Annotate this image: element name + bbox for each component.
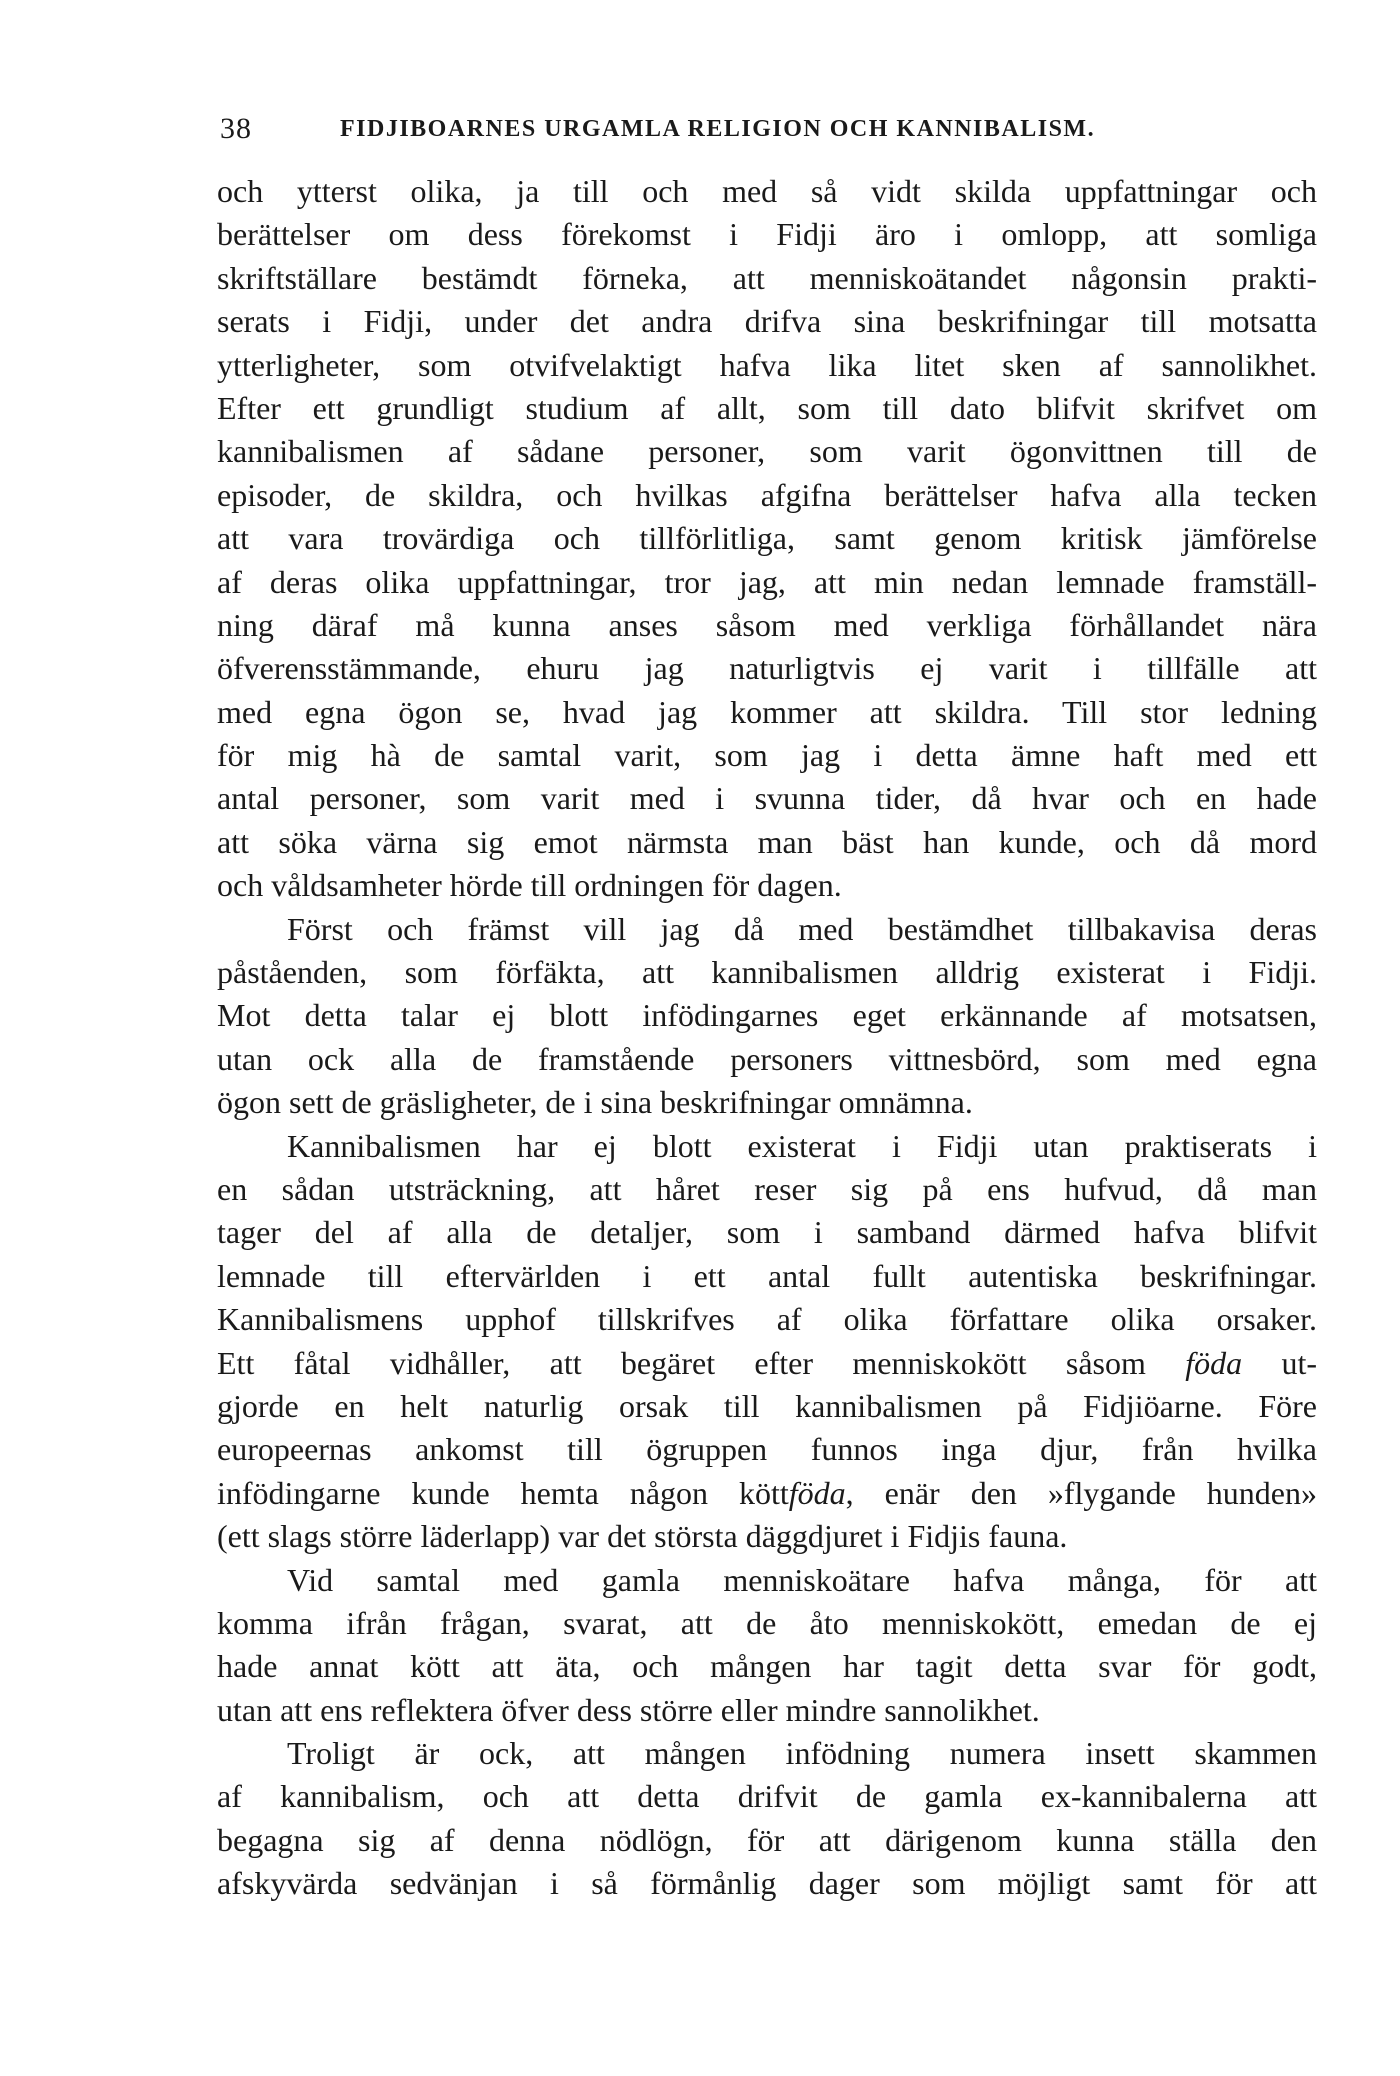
text-line: ögon sett de gräsligheter, de i sina beskrifningar omnämna.	[217, 1084, 973, 1121]
text-line: berättelser om dess förekomst i Fidji äro i omlopp, att somliga	[217, 216, 1317, 253]
text-line: Efter ett grundligt studium af allt, som till dato blifvit skrifvet om	[217, 389, 1317, 426]
running-head: FIDJIBOARNES URGAMLA RELIGION OCH KANNIBALISM.	[340, 116, 1096, 142]
text-line: Mot detta talar ej blott infödingarnes eget erkännande af motsatsen,	[217, 997, 1317, 1034]
paragraph	[217, 908, 1317, 1125]
text-line: hade annat kött att äta, och mången har tagit detta svar för godt,	[217, 1648, 1317, 1685]
text-line: afskyvärda sedvänjan i så förmånlig dager som möjligt samt för att	[217, 1865, 1317, 1902]
paragraph	[217, 170, 1317, 908]
emphasized-word: föda	[788, 1474, 846, 1511]
text-line: kannibalismen af sådane personer, som varit ögonvittnen till de	[217, 433, 1317, 470]
text-line: Kannibalismens upphof tillskrifves af olika författare olika orsaker.	[217, 1301, 1317, 1338]
text-line: ytterligheter, som otvifvelaktigt hafva lika litet sken af sannolikhet.	[217, 346, 1317, 383]
text-line: med egna ögon se, hvad jag kommer att skildra. Till stor ledning	[217, 693, 1317, 730]
text-line: (ett slags större läderlapp) var det största däggdjuret i Fidjis fauna.	[217, 1518, 1068, 1555]
text-line: Troligt är ock, att mången infödning numera insett skammen	[287, 1735, 1317, 1772]
text-line: begagna sig af denna nödlögn, för att därigenom kunna ställa den	[217, 1821, 1317, 1858]
text-line: och våldsamheter hörde till ordningen för dagen.	[217, 867, 842, 904]
text-line: utan ock alla de framstående personers vittnesbörd, som med egna	[217, 1040, 1317, 1077]
text-line: europeernas ankomst till ögruppen funnos inga djur, från hvilka	[217, 1431, 1317, 1468]
text-line: lemnade till eftervärlden i ett antal fullt autentiska beskrifningar.	[217, 1257, 1317, 1294]
text-line: att vara trovärdiga och tillförlitliga, samt genom kritisk jämförelse	[217, 520, 1317, 557]
body-text	[217, 170, 1317, 1906]
text-line: serats i Fidji, under det andra drifva sina beskrifningar till motsatta	[217, 303, 1317, 340]
text-line: öfverensstämmande, ehuru jag naturligtvis ej varit i tillfälle att	[217, 650, 1317, 687]
text-line: Vid samtal med gamla menniskoätare hafva många, för att	[287, 1561, 1317, 1598]
text-line: infödingarne kunde hemta någon köttföda, enär den »flygande hunden»	[217, 1474, 1317, 1511]
text-line: Först och främst vill jag då med bestämdhet tillbakavisa deras	[287, 910, 1317, 947]
text-line: påståenden, som förfäkta, att kannibalismen alldrig existerat i Fidji.	[217, 954, 1317, 991]
page-header	[220, 112, 1310, 152]
text-line: gjorde en helt naturlig orsak till kannibalismen på Fidjiöarne. Före	[217, 1387, 1317, 1424]
text-line: och ytterst olika, ja till och med så vidt skilda uppfattningar och	[217, 173, 1317, 209]
text-line: Ett fåtal vidhåller, att begäret efter menniskokött såsom föda ut-	[217, 1344, 1317, 1381]
text-line: episoder, de skildra, och hvilkas afgifna berättelser hafva alla tecken	[217, 476, 1317, 513]
text-line: en sådan utsträckning, att håret reser sig på ens hufvud, då man	[217, 1170, 1317, 1207]
text-line: ning däraf må kunna anses såsom med verkliga förhållandet nära	[217, 606, 1317, 643]
page-number: 38	[220, 112, 252, 145]
text-line: för mig hà de samtal varit, som jag i detta ämne haft med ett	[217, 737, 1317, 774]
paragraph	[217, 1732, 1317, 1906]
text-line: utan att ens reflektera öfver dess större eller mindre sannolikhet.	[217, 1691, 1040, 1728]
text-line: komma ifrån frågan, svarat, att de åto menniskokött, emedan de ej	[217, 1604, 1317, 1641]
text-line: antal personer, som varit med i svunna tider, då hvar och en hade	[217, 780, 1317, 817]
text-line: skriftställare bestämdt förneka, att menniskoätandet någonsin prakti-	[217, 259, 1317, 296]
text-line: tager del af alla de detaljer, som i samband därmed hafva blifvit	[217, 1214, 1317, 1251]
emphasized-word: föda	[1185, 1344, 1243, 1381]
text-line: Kannibalismen har ej blott existerat i Fidji utan praktiserats i	[287, 1127, 1317, 1164]
text-line: att söka värna sig emot närmsta man bäst han kunde, och då mord	[217, 823, 1317, 860]
paragraph	[217, 1559, 1317, 1733]
paragraph	[217, 1125, 1317, 1559]
text-line: af deras olika uppfattningar, tror jag, att min nedan lemnade framställ-	[217, 563, 1317, 600]
text-line: af kannibalism, och att detta drifvit de gamla ex-kannibalerna att	[217, 1778, 1317, 1815]
